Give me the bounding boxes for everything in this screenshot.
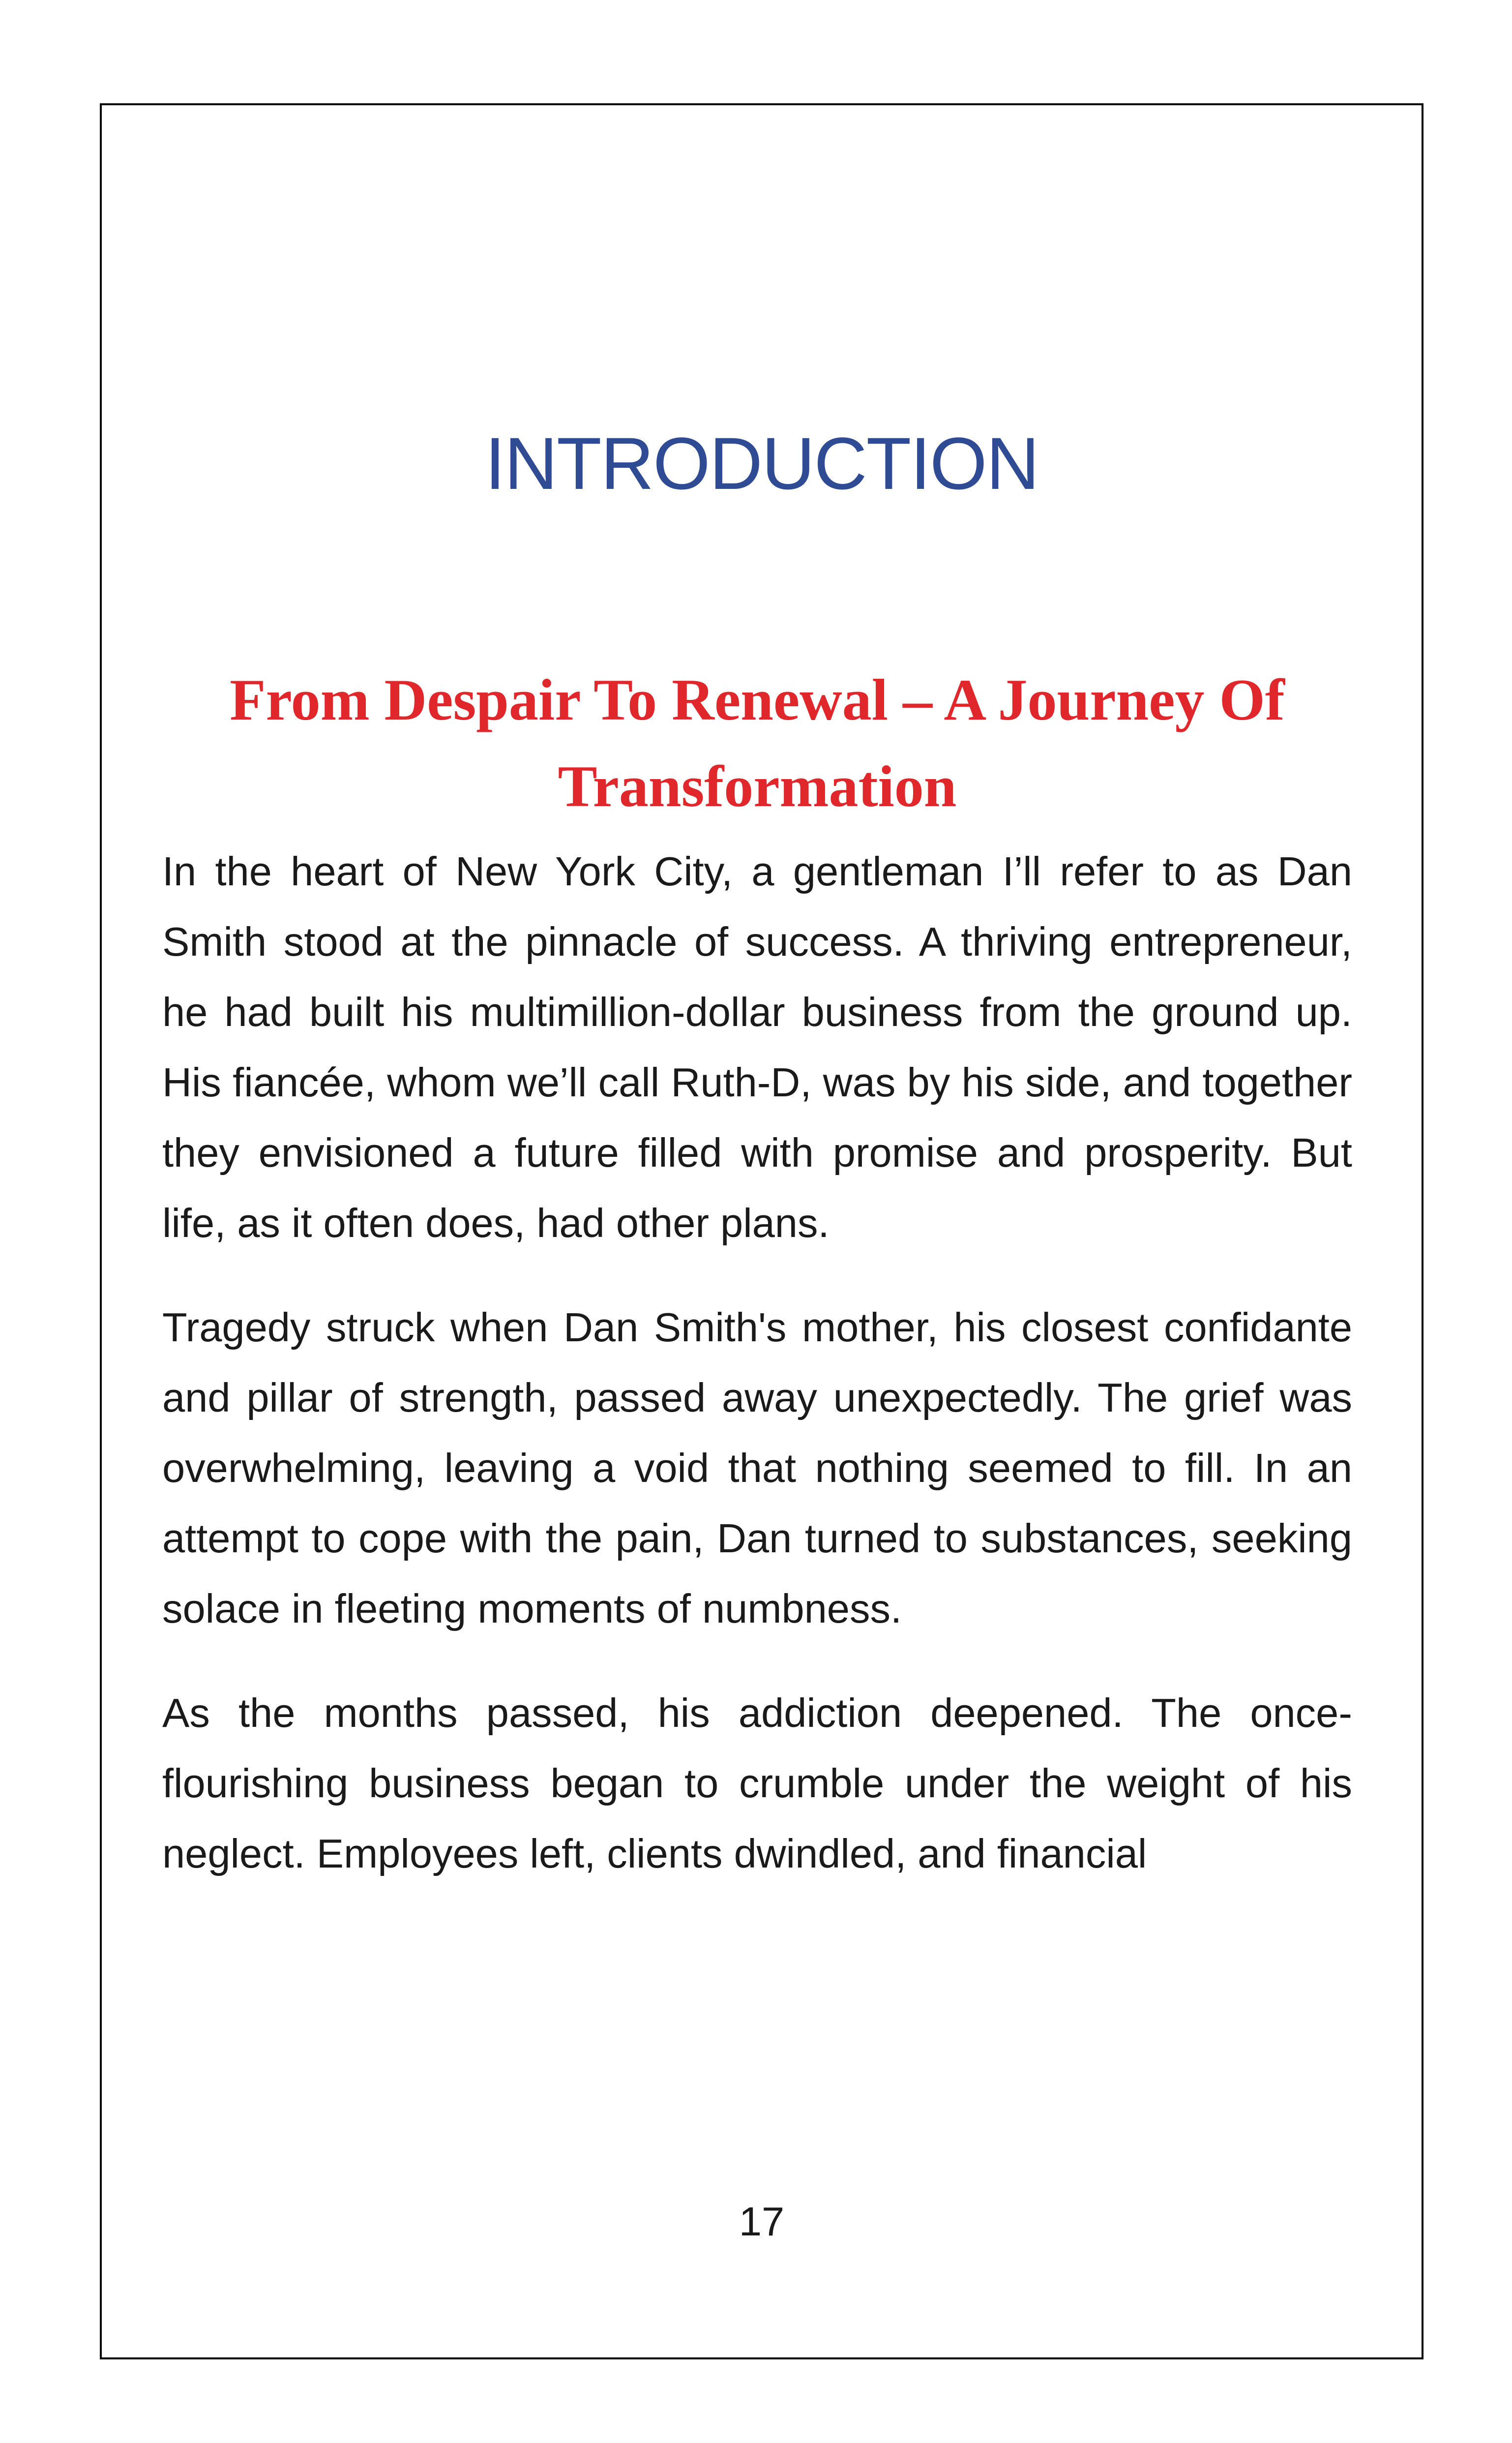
paragraph-1: In the heart of New York City, a gentleman I’ll refer to as Dan Smith stood at the pinnacle of success. A thriving entrepreneur, he had built his multimillion-dollar business from the ground up. His fiancée, whom we’ll call Ruth-D, was by his side, and together they envisioned a future filled with promise and prosperity. But life, as it often does, had other plans.	[162, 848, 1352, 1246]
body-text	[162, 836, 1352, 1923]
paragraph-3: As the months passed, his addiction deepened. The once-flourishing business began to crumble under the weight of his neglect. Employees left, clients dwindled, and financial	[162, 1690, 1352, 1876]
paragraph-2: Tragedy struck when Dan Smith's mother, his closest confidante and pillar of strength, passed away unexpectedly. The grief was overwhelming, leaving a void that nothing seemed to fill. In an attempt to cope with the pain, Dan turned to substances, seeking solace in fleeting moments of numbness.	[162, 1304, 1352, 1631]
chapter-subtitle: From Despair To Renewal – A Journey Of Transformation	[230, 667, 1285, 819]
chapter-title: INTRODUCTION	[485, 422, 1038, 505]
page-number: 17	[739, 2199, 785, 2244]
